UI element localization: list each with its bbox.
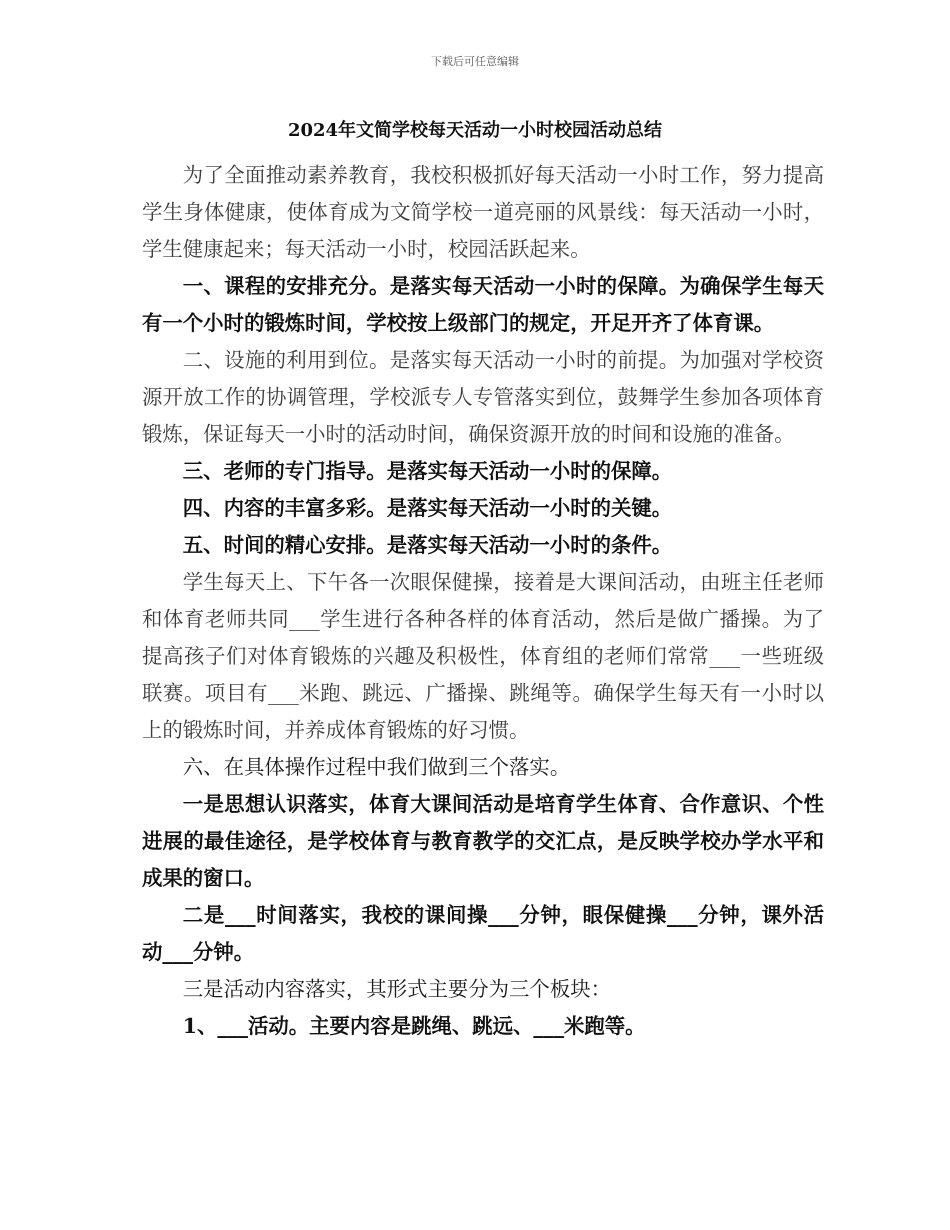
paragraph-activity-1: 1、___活动。主要内容是跳绳、跳远、___米跑等。 [182, 1014, 646, 1038]
paragraph-section-6: 六、在具体操作过程中我们做到三个落实。 [182, 755, 571, 779]
paragraph-implementation-1: 一是思想认识落实，体育大课间活动是培育学生体育、合作意识、个性进展的最佳途径，是学校体育与教育教学的交汇点，是反映学校办学水平和成果的窗口。 [142, 792, 824, 890]
page-header-note: 下载后可任意编辑 [431, 55, 519, 68]
paragraph-implementation-3: 三是活动内容落实，其形式主要分为三个板块： [182, 977, 611, 1001]
paragraph-implementation-2: 二是___时间落实，我校的课间操___分钟，眼保健操___分钟，课外活动___分钟。 [142, 903, 824, 964]
paragraph-section-5: 五、时间的精心安排。是落实每天活动一小时的条件。 [182, 533, 673, 557]
paragraph-section-2: 二、设施的利用到位。是落实每天活动一小时的前提。为加强对学校资源开放工作的协调管理，学校派专人专管落实到位，鼓舞学生参加各项体育锻炼，保证每天一小时的活动时间，确保资源开放的时间和设施的准备。 [142, 348, 824, 446]
paragraph-section-1: 一、课程的安排充分。是落实每天活动一小时的保障。为确保学生每天有一个小时的锻炼时间，学校按上级部门的规定，开足开齐了体育课。 [142, 274, 824, 335]
paragraph-intro: 为了全面推动素养教育，我校积极抓好每天活动一小时工作，努力提高学生身体健康，使体育成为文简学校一道亮丽的风景线：每天活动一小时，学生健康起来；每天活动一小时，校园活跃起来。 [142, 163, 824, 261]
paragraph-section-3: 三、老师的专门指导。是落实每天活动一小时的保障。 [182, 459, 673, 483]
document-title: 2024年文简学校每天活动一小时校园活动总结 [287, 120, 663, 141]
paragraph-schedule-detail: 学生每天上、下午各一次眼保健操，接着是大课间活动，由班主任老师和体育老师共同___学生进行各种各样的体育活动，然后是做广播操。为了提高孩子们对体育锻炼的兴趣及积极性，体育组的老师们常常___一些班级联赛。项目有___米跑、跳远、广播操、跳绳等。确保学生每天有一小时以上的锻炼时间，并养成体育锻炼的好习惯。 [142, 570, 824, 742]
document-body [142, 157, 824, 1045]
paragraph-section-4: 四、内容的丰富多彩。是落实每天活动一小时的关键。 [182, 496, 673, 520]
